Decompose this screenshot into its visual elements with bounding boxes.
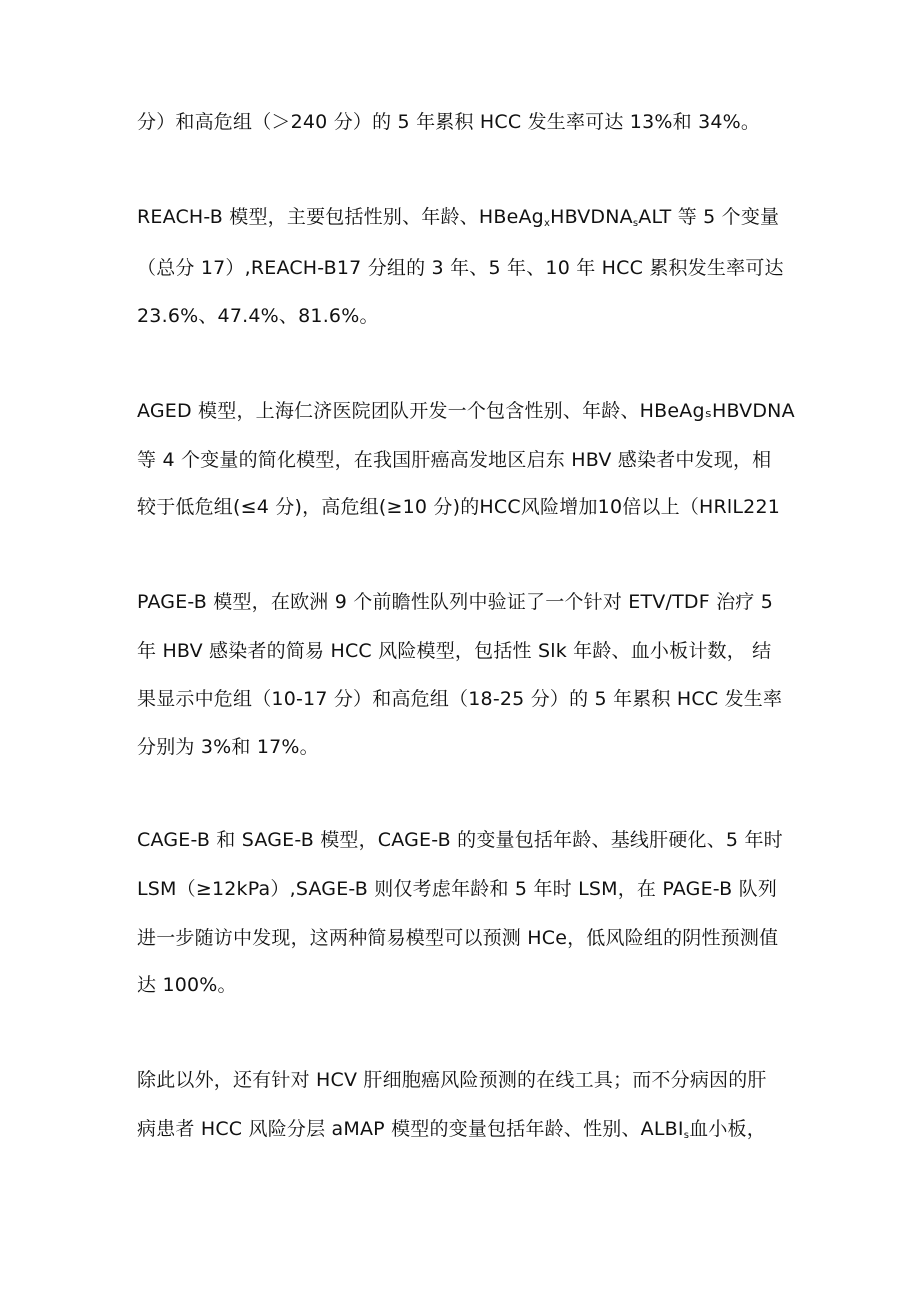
- p2-line1-text-c: ALT 等 5 个变量: [638, 206, 780, 228]
- paragraph-4-line-2: 年 HBV 感染者的简易 HCC 风险模型，包括性 Slk 年龄、血小板计数， 结: [137, 640, 772, 662]
- paragraph-4-line-1: PAGE-B 模型，在欧洲 9 个前瞻性队列中验证了一个针对 ETV/TDF 治疗 5: [137, 591, 774, 613]
- paragraph-6-line-2: [137, 1115, 797, 1143]
- p6-line2-subscript-s: s: [683, 1130, 690, 1141]
- p2-line1-text-a: REACH-B 模型，主要包括性别、年龄、HBeAg: [137, 206, 544, 228]
- paragraph-5-line-2: LSM（≥12kPa）,SAGE-B 则仅考虑年龄和 5 年时 LSM，在 PAGE-B 队列: [137, 878, 778, 900]
- paragraph-2-line-3: 23.6%、47.4%、81.6%。: [137, 305, 379, 327]
- p2-line1-subscript-s: s: [632, 218, 639, 229]
- p6-line2-text-b: 血小板，: [689, 1118, 766, 1140]
- paragraph-3-line-2: 等 4 个变量的简化模型，在我国肝癌高发地区启东 HBV 感染者中发现，相: [137, 449, 772, 471]
- paragraph-4-line-4: 分别为 3%和 17%。: [137, 736, 319, 758]
- paragraph-6-line-1: 除此以外，还有针对 HCV 肝细胞癌风险预测的在线工具；而不分病因的肝: [137, 1069, 767, 1091]
- paragraph-5-line-3: 进一步随访中发现，这两种简易模型可以预测 HCe，低风险组的阴性预测值: [137, 927, 779, 949]
- paragraph-4-line-3: 果显示中危组（10-17 分）和高危组（18-25 分）的 5 年累积 HCC 发生率: [137, 688, 783, 710]
- paragraph-3-line-1: AGED 模型，上海仁济医院团队开发一个包含性别、年龄、HBeAgₛHBVDNA: [137, 400, 795, 422]
- paragraph-5-line-4: 达 100%。: [137, 974, 237, 996]
- paragraph-1-line-1: 分）和高危组（＞240 分）的 5 年累积 HCC 发生率可达 13%和 34%。: [137, 111, 761, 133]
- paragraph-3-line-3: 较于低危组(≤4 分)，高危组(≥10 分)的HCC风险增加10倍以上（HRlL221: [137, 496, 781, 518]
- paragraph-2-line-2: （总分 17）,REACH-B17 分组的 3 年、5 年、10 年 HCC 累积发生率可达: [137, 257, 784, 279]
- p2-line1-subscript-x: x: [543, 218, 551, 229]
- paragraph-5-line-1: CAGE-B 和 SAGE-B 模型，CAGE-B 的变量包括年龄、基线肝硬化、5 年时: [137, 829, 783, 851]
- p2-line1-text-b: HBVDNA: [550, 206, 633, 228]
- paragraph-2-line-1: [137, 203, 797, 231]
- p6-line2-text-a: 病患者 HCC 风险分层 aMAP 模型的变量包括年龄、性别、ALBI: [137, 1118, 684, 1140]
